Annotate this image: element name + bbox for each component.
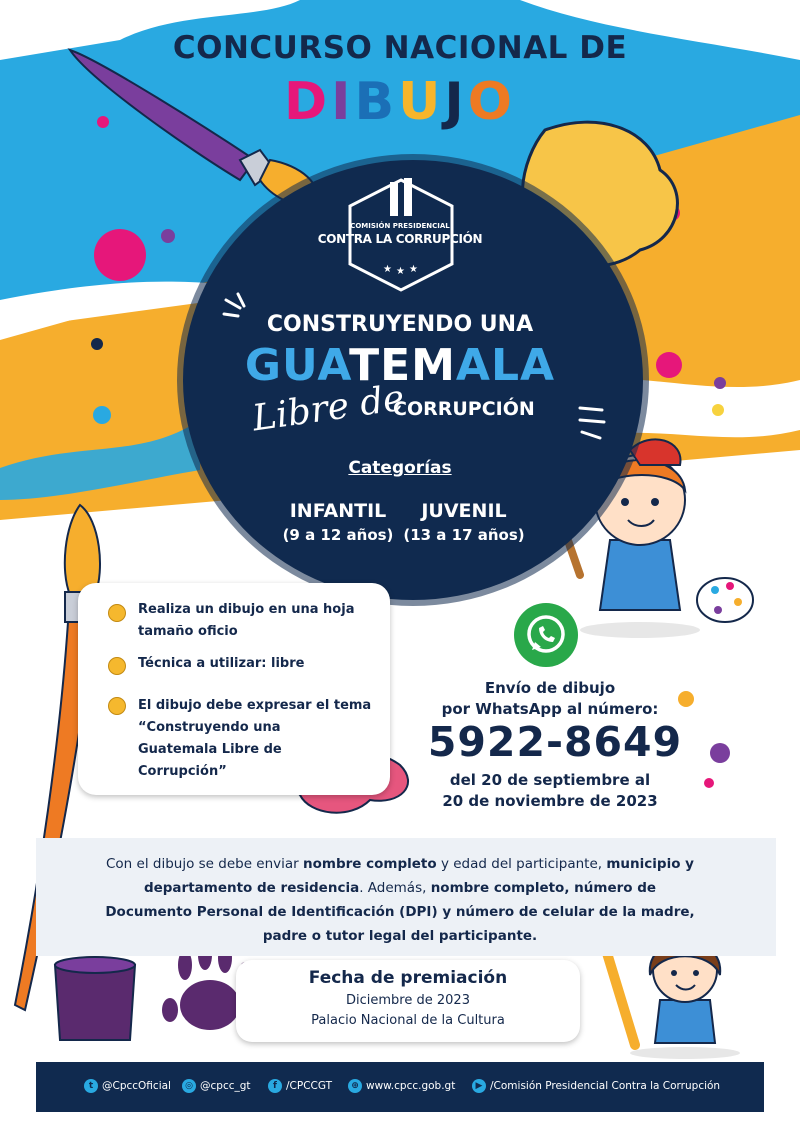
rule-item — [138, 599, 354, 643]
rule-line: Realiza un dibujo en una hoja — [138, 602, 355, 617]
bullet-icon — [108, 604, 126, 622]
rule-item — [138, 695, 371, 783]
contest-title-dibujo — [0, 72, 800, 132]
award-box — [236, 960, 580, 1042]
footer-facebook[interactable] — [268, 1079, 332, 1093]
date-line-1: del 20 de septiembre al — [449, 771, 651, 789]
slogan-tem: TEM — [349, 340, 456, 391]
footer-twitter-text: @CpccOficial — [102, 1080, 171, 1092]
rule-line: “Construyendo una — [138, 720, 281, 735]
footer-youtube-text: /Comisión Presidencial Contra la Corrupción — [490, 1080, 721, 1092]
whatsapp-line-2: por WhatsApp al número: — [441, 700, 659, 718]
award-place: Palacio Nacional de la Cultura — [311, 1013, 505, 1028]
award-heading: Fecha de premiación — [308, 968, 508, 988]
web-icon: ⊕ — [348, 1079, 362, 1093]
info-segment: Con el dibujo se debe enviar — [106, 856, 304, 872]
rule-line: Técnica a utilizar: libre — [138, 656, 305, 671]
categories-heading: Categorías — [348, 458, 452, 478]
svg-text:★: ★ — [383, 264, 392, 275]
info-segment-bold: nombre completo — [303, 856, 437, 872]
rule-item — [138, 653, 304, 675]
whatsapp-instructions — [420, 678, 680, 720]
logo-line-1: COMISIÓN PRESIDENCIAL — [350, 222, 450, 230]
category-name: INFANTIL — [289, 500, 387, 522]
info-segment-bold: municipio y departamento de residencia — [143, 856, 694, 896]
rule-line: El dibujo debe expresar el tema — [138, 698, 372, 713]
title-letter-o: O — [467, 72, 516, 132]
contest-title: CONCURSO NACIONAL DE — [172, 30, 628, 66]
submission-dates — [420, 770, 680, 812]
title-letter-j: J — [444, 72, 468, 132]
footer-youtube[interactable] — [472, 1079, 720, 1093]
footer-twitter[interactable] — [84, 1079, 171, 1093]
footer-web[interactable] — [348, 1079, 455, 1093]
info-segment-bold: nombre completo, número de Documento Personal de Identificación (DPI) y número de celular de la madre, padre o tutor legal del participante. — [105, 880, 695, 944]
rule-line: tamaño oficio — [138, 624, 238, 639]
footer-instagram-text: @cpcc_gt — [200, 1080, 251, 1092]
bullet-icon — [108, 697, 126, 715]
twitter-icon: t — [84, 1079, 98, 1093]
category-juvenil — [402, 500, 526, 544]
title-letter-b: B — [354, 72, 399, 132]
title-letter-u: U — [398, 72, 445, 132]
youtube-icon: ▶ — [472, 1079, 486, 1093]
category-infantil — [278, 500, 398, 544]
rules-box — [78, 583, 390, 795]
sparkle-right-icon — [572, 402, 612, 442]
award-date: Diciembre de 2023 — [346, 993, 470, 1008]
footer-web-text: www.cpcc.gob.gt — [366, 1080, 456, 1092]
rule-line: Corrupción” — [138, 764, 227, 779]
title-letter-d: D — [284, 72, 332, 132]
date-line-2: 20 de noviembre de 2023 — [442, 792, 658, 810]
requirements-text — [100, 852, 700, 948]
rule-line: Guatemala Libre de — [138, 742, 282, 757]
footer-facebook-text: /CPCCGT — [286, 1080, 333, 1092]
info-segment: . Además, — [359, 880, 431, 896]
slogan-ala: ALA — [455, 340, 556, 391]
whatsapp-line-1: Envío de dibujo — [484, 679, 616, 697]
svg-text:★: ★ — [409, 264, 418, 275]
whatsapp-icon — [514, 603, 578, 667]
svg-text:★: ★ — [396, 266, 405, 277]
slogan-gua: GUA — [244, 340, 350, 391]
logo-line-2: CONTRA LA CORRUPCIÓN — [317, 232, 483, 246]
category-name: JUVENIL — [421, 500, 507, 522]
whatsapp-number: 5922-8649 — [427, 718, 683, 766]
slogan-corrupcion: CORRUPCIÓN — [393, 398, 535, 420]
info-segment: y edad del participante, — [436, 856, 607, 872]
category-ages: (13 a 17 años) — [403, 526, 525, 544]
slogan-libre-de: Libre de — [249, 377, 407, 440]
footer-instagram[interactable] — [182, 1079, 251, 1093]
slogan-line-1: CONSTRUYENDO UNA — [266, 312, 534, 337]
category-ages: (9 a 12 años) — [282, 526, 394, 544]
title-letter-i: I — [331, 72, 355, 132]
instagram-icon: ◎ — [182, 1079, 196, 1093]
bullet-icon — [108, 657, 126, 675]
facebook-icon: f — [268, 1079, 282, 1093]
